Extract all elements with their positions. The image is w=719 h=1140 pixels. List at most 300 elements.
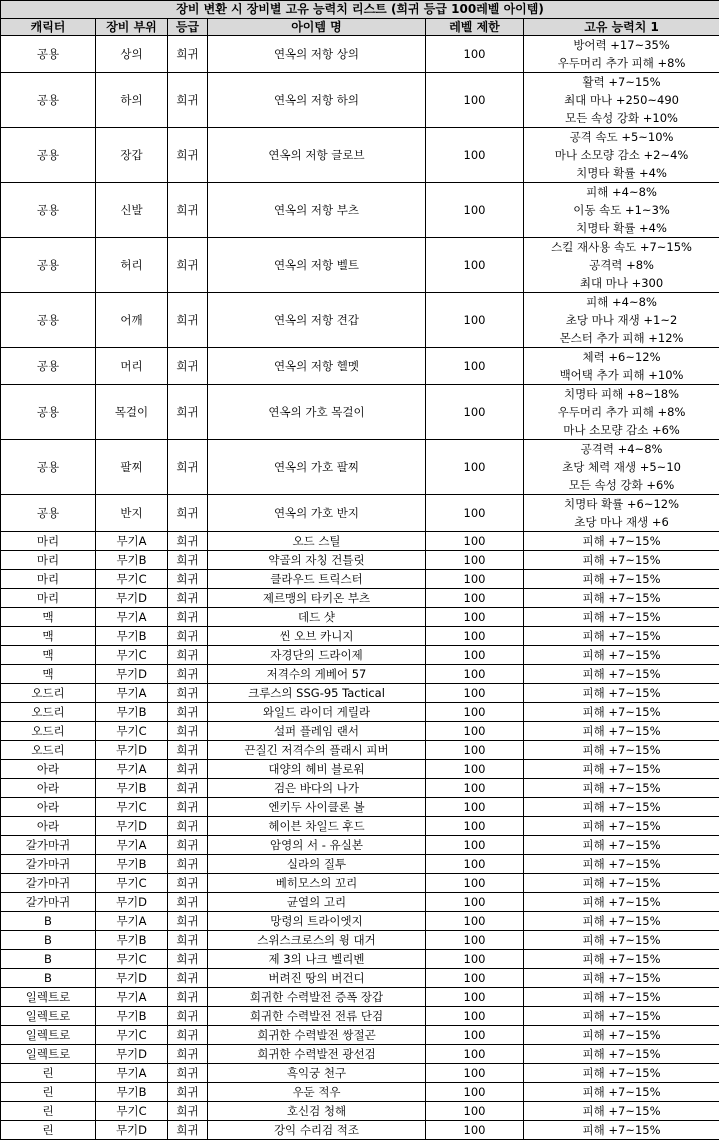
- cell-item-name: 제르맹의 타키온 부츠: [208, 589, 426, 608]
- cell-item-name: 와일드 라이더 게릴라: [208, 703, 426, 722]
- cell-level: 100: [426, 1083, 524, 1102]
- cell-slot: 무기C: [96, 950, 168, 969]
- cell-level: 100: [426, 570, 524, 589]
- ability-line: 피해 +7~15%: [524, 532, 719, 550]
- cell-ability: [524, 722, 719, 741]
- cell-ability: [524, 1007, 719, 1026]
- ability-line: 피해 +7~15%: [524, 722, 719, 740]
- cell-ability: [524, 73, 719, 128]
- cell-slot: 무기D: [96, 665, 168, 684]
- cell-ability: [524, 1102, 719, 1121]
- cell-item-name: 연옥의 저항 견갑: [208, 293, 426, 348]
- cell-level: 100: [426, 348, 524, 385]
- cell-level: 100: [426, 293, 524, 348]
- ability-line: 공격력 +8%: [524, 256, 719, 274]
- cell-item-name: 자경단의 드라이제: [208, 646, 426, 665]
- cell-grade: 희귀: [168, 608, 208, 627]
- table-row: [1, 36, 719, 73]
- cell-item-name: 암영의 서 - 유실본: [208, 836, 426, 855]
- cell-slot: 무기D: [96, 969, 168, 988]
- cell-character: 맥: [1, 646, 96, 665]
- table-row: [1, 950, 719, 969]
- cell-ability: [524, 703, 719, 722]
- cell-slot: 무기C: [96, 798, 168, 817]
- cell-item-name: 우둔 적우: [208, 1083, 426, 1102]
- cell-character: 공용: [1, 238, 96, 293]
- cell-grade: 희귀: [168, 495, 208, 532]
- cell-item-name: 흑익궁 천구: [208, 1064, 426, 1083]
- table-row: [1, 912, 719, 931]
- ability-line: 피해 +4~8%: [524, 183, 719, 201]
- cell-slot: 무기D: [96, 1045, 168, 1064]
- ability-line: 초당 체력 재생 +5~10: [524, 458, 719, 476]
- cell-slot: 무기B: [96, 627, 168, 646]
- cell-level: 100: [426, 893, 524, 912]
- cell-grade: 희귀: [168, 665, 208, 684]
- cell-grade: 희귀: [168, 779, 208, 798]
- ability-line: 피해 +7~15%: [524, 1102, 719, 1120]
- cell-character: 일렉트로: [1, 1007, 96, 1026]
- cell-grade: 희귀: [168, 348, 208, 385]
- cell-slot: 무기C: [96, 722, 168, 741]
- cell-slot: 무기B: [96, 1083, 168, 1102]
- cell-item-name: 버려진 땅의 버건디: [208, 969, 426, 988]
- ability-line: 모든 속성 강화 +10%: [524, 109, 719, 127]
- cell-ability: [524, 665, 719, 684]
- ability-line: 피해 +7~15%: [524, 988, 719, 1006]
- cell-slot: 무기D: [96, 1121, 168, 1140]
- cell-ability: [524, 893, 719, 912]
- ability-line: 스킬 재사용 속도 +7~15%: [524, 238, 719, 256]
- table-row: [1, 348, 719, 385]
- cell-level: 100: [426, 950, 524, 969]
- cell-item-name: 연옥의 저항 글로브: [208, 128, 426, 183]
- header-level: 레벨 제한: [426, 19, 524, 36]
- cell-grade: 희귀: [168, 293, 208, 348]
- table-row: [1, 703, 719, 722]
- cell-ability: [524, 183, 719, 238]
- cell-slot: 무기B: [96, 703, 168, 722]
- cell-ability: [524, 348, 719, 385]
- table-row: [1, 893, 719, 912]
- cell-character: 공용: [1, 73, 96, 128]
- ability-line: 피해 +7~15%: [524, 893, 719, 911]
- table-row: [1, 1007, 719, 1026]
- cell-item-name: 희귀한 수력발전 증폭 장갑: [208, 988, 426, 1007]
- ability-line: 피해 +4~8%: [524, 293, 719, 311]
- table-row: [1, 836, 719, 855]
- ability-line: 방어력 +17~35%: [524, 36, 719, 54]
- cell-level: 100: [426, 836, 524, 855]
- ability-line: 초당 마나 재생 +1~2: [524, 311, 719, 329]
- cell-character: 갈가마귀: [1, 893, 96, 912]
- cell-grade: 희귀: [168, 551, 208, 570]
- cell-character: 오드리: [1, 703, 96, 722]
- header-slot: 장비 부위: [96, 19, 168, 36]
- cell-slot: 반지: [96, 495, 168, 532]
- cell-slot: 무기B: [96, 779, 168, 798]
- cell-item-name: 강익 수리검 적조: [208, 1121, 426, 1140]
- cell-ability: [524, 293, 719, 348]
- cell-level: 100: [426, 779, 524, 798]
- cell-ability: [524, 760, 719, 779]
- ability-line: 몬스터 추가 피해 +12%: [524, 329, 719, 347]
- cell-level: 100: [426, 817, 524, 836]
- table-row: [1, 1121, 719, 1140]
- cell-level: 100: [426, 385, 524, 440]
- cell-item-name: 희귀한 수력발전 광선검: [208, 1045, 426, 1064]
- cell-ability: [524, 950, 719, 969]
- table-row: [1, 817, 719, 836]
- cell-slot: 하의: [96, 73, 168, 128]
- cell-level: 100: [426, 741, 524, 760]
- cell-ability: [524, 238, 719, 293]
- ability-line: 백어택 추가 피해 +10%: [524, 366, 719, 384]
- cell-ability: [524, 1121, 719, 1140]
- table-row: [1, 495, 719, 532]
- cell-slot: 무기C: [96, 570, 168, 589]
- table-row: [1, 589, 719, 608]
- ability-line: 마나 소모량 감소 +2~4%: [524, 146, 719, 164]
- ability-line: 피해 +7~15%: [524, 589, 719, 607]
- ability-line: 치명타 확률 +4%: [524, 164, 719, 182]
- cell-ability: [524, 440, 719, 495]
- ability-line: 치명타 피해 +8~18%: [524, 385, 719, 403]
- table-row: [1, 874, 719, 893]
- cell-level: 100: [426, 665, 524, 684]
- ability-line: 활력 +7~15%: [524, 73, 719, 91]
- cell-slot: 목걸이: [96, 385, 168, 440]
- cell-character: 오드리: [1, 684, 96, 703]
- cell-slot: 허리: [96, 238, 168, 293]
- cell-ability: [524, 1083, 719, 1102]
- cell-level: 100: [426, 589, 524, 608]
- cell-level: 100: [426, 495, 524, 532]
- header-row: [1, 19, 719, 36]
- cell-level: 100: [426, 874, 524, 893]
- table-row: [1, 931, 719, 950]
- cell-character: 아라: [1, 760, 96, 779]
- cell-character: B: [1, 912, 96, 931]
- cell-slot: 무기A: [96, 684, 168, 703]
- ability-line: 피해 +7~15%: [524, 627, 719, 645]
- cell-level: 100: [426, 798, 524, 817]
- ability-line: 피해 +7~15%: [524, 969, 719, 987]
- cell-item-name: 망령의 트라이엣지: [208, 912, 426, 931]
- table-row: [1, 1045, 719, 1064]
- cell-character: 공용: [1, 385, 96, 440]
- cell-slot: 어깨: [96, 293, 168, 348]
- table-row: [1, 1083, 719, 1102]
- ability-line: 최대 마나 +250~490: [524, 91, 719, 109]
- cell-item-name: 연옥의 가호 팔찌: [208, 440, 426, 495]
- cell-item-name: 희귀한 수력발전 쌍절곤: [208, 1026, 426, 1045]
- ability-line: 피해 +7~15%: [524, 684, 719, 702]
- ability-line: 피해 +7~15%: [524, 703, 719, 721]
- cell-item-name: 연옥의 가호 반지: [208, 495, 426, 532]
- cell-item-name: 대양의 헤비 블로워: [208, 760, 426, 779]
- table-row: [1, 741, 719, 760]
- cell-grade: 희귀: [168, 570, 208, 589]
- cell-character: 맥: [1, 627, 96, 646]
- ability-line: 마나 소모량 감소 +6%: [524, 421, 719, 439]
- cell-character: 아라: [1, 798, 96, 817]
- table-row: [1, 608, 719, 627]
- cell-level: 100: [426, 1064, 524, 1083]
- cell-item-name: 연옥의 저항 부츠: [208, 183, 426, 238]
- ability-line: 초당 마나 재생 +6: [524, 513, 719, 531]
- cell-character: 아라: [1, 779, 96, 798]
- cell-grade: 희귀: [168, 36, 208, 73]
- cell-ability: [524, 551, 719, 570]
- cell-grade: 희귀: [168, 128, 208, 183]
- cell-item-name: 오드 스틸: [208, 532, 426, 551]
- ability-line: 피해 +7~15%: [524, 1121, 719, 1139]
- cell-ability: [524, 874, 719, 893]
- table-row: [1, 969, 719, 988]
- ability-line: 피해 +7~15%: [524, 931, 719, 949]
- cell-grade: 희귀: [168, 1064, 208, 1083]
- cell-slot: 무기D: [96, 589, 168, 608]
- header-ability: 고유 능력치 1: [524, 19, 719, 36]
- cell-level: 100: [426, 1045, 524, 1064]
- table-row: [1, 73, 719, 128]
- cell-level: 100: [426, 532, 524, 551]
- cell-ability: [524, 836, 719, 855]
- table-row: [1, 1064, 719, 1083]
- cell-grade: 희귀: [168, 589, 208, 608]
- cell-level: 100: [426, 128, 524, 183]
- table-row: [1, 293, 719, 348]
- cell-ability: [524, 128, 719, 183]
- ability-line: 피해 +7~15%: [524, 950, 719, 968]
- header-grade: 등급: [168, 19, 208, 36]
- cell-slot: 무기C: [96, 1026, 168, 1045]
- cell-character: 갈가마귀: [1, 836, 96, 855]
- cell-grade: 희귀: [168, 969, 208, 988]
- cell-character: 공용: [1, 293, 96, 348]
- cell-level: 100: [426, 183, 524, 238]
- cell-ability: [524, 36, 719, 73]
- cell-ability: [524, 1045, 719, 1064]
- header-character: 캐릭터: [1, 19, 96, 36]
- cell-ability: [524, 817, 719, 836]
- table-row: [1, 128, 719, 183]
- cell-grade: 희귀: [168, 855, 208, 874]
- cell-level: 100: [426, 551, 524, 570]
- cell-level: 100: [426, 969, 524, 988]
- cell-grade: 희귀: [168, 798, 208, 817]
- cell-level: 100: [426, 440, 524, 495]
- cell-grade: 희귀: [168, 532, 208, 551]
- cell-character: 린: [1, 1102, 96, 1121]
- cell-character: B: [1, 969, 96, 988]
- cell-character: 공용: [1, 183, 96, 238]
- ability-line: 피해 +7~15%: [524, 817, 719, 835]
- cell-grade: 희귀: [168, 893, 208, 912]
- cell-grade: 희귀: [168, 646, 208, 665]
- cell-level: 100: [426, 703, 524, 722]
- table-row: [1, 722, 719, 741]
- ability-line: 피해 +7~15%: [524, 912, 719, 930]
- cell-grade: 희귀: [168, 741, 208, 760]
- ability-line: 피해 +7~15%: [524, 1026, 719, 1044]
- ability-line: 모든 속성 강화 +6%: [524, 476, 719, 494]
- cell-character: 아라: [1, 817, 96, 836]
- cell-level: 100: [426, 1121, 524, 1140]
- cell-item-name: 제 3의 나크 벨리벤: [208, 950, 426, 969]
- ability-line: 피해 +7~15%: [524, 741, 719, 759]
- cell-grade: 희귀: [168, 684, 208, 703]
- table-body: [1, 36, 719, 1140]
- cell-character: 공용: [1, 440, 96, 495]
- cell-slot: 무기D: [96, 741, 168, 760]
- cell-item-name: 설퍼 플레임 랜서: [208, 722, 426, 741]
- cell-slot: 팔찌: [96, 440, 168, 495]
- cell-grade: 희귀: [168, 817, 208, 836]
- table-row: [1, 238, 719, 293]
- table-row: [1, 551, 719, 570]
- cell-grade: 희귀: [168, 912, 208, 931]
- cell-character: 공용: [1, 36, 96, 73]
- cell-character: 갈가마귀: [1, 874, 96, 893]
- ability-line: 피해 +7~15%: [524, 665, 719, 683]
- table-row: [1, 1102, 719, 1121]
- table-row: [1, 532, 719, 551]
- cell-grade: 희귀: [168, 836, 208, 855]
- title-row: [1, 1, 719, 19]
- cell-grade: 희귀: [168, 931, 208, 950]
- table-row: [1, 665, 719, 684]
- table-row: [1, 760, 719, 779]
- cell-character: 맥: [1, 608, 96, 627]
- ability-line: 피해 +7~15%: [524, 646, 719, 664]
- cell-ability: [524, 570, 719, 589]
- table-row: [1, 183, 719, 238]
- ability-line: 피해 +7~15%: [524, 570, 719, 588]
- cell-level: 100: [426, 608, 524, 627]
- ability-line: 피해 +7~15%: [524, 551, 719, 569]
- table-row: [1, 988, 719, 1007]
- cell-ability: [524, 532, 719, 551]
- cell-level: 100: [426, 73, 524, 128]
- cell-character: 공용: [1, 348, 96, 385]
- table-row: [1, 798, 719, 817]
- cell-character: 공용: [1, 495, 96, 532]
- ability-line: 피해 +7~15%: [524, 874, 719, 892]
- cell-ability: [524, 1026, 719, 1045]
- ability-line: 치명타 확률 +4%: [524, 219, 719, 237]
- cell-ability: [524, 931, 719, 950]
- table-row: [1, 440, 719, 495]
- ability-line: 피해 +7~15%: [524, 836, 719, 854]
- cell-slot: 무기D: [96, 817, 168, 836]
- cell-item-name: 엔키두 사이클론 볼: [208, 798, 426, 817]
- cell-level: 100: [426, 684, 524, 703]
- cell-ability: [524, 385, 719, 440]
- cell-item-name: 연옥의 저항 상의: [208, 36, 426, 73]
- cell-slot: 무기A: [96, 988, 168, 1007]
- cell-item-name: 베히모스의 꼬리: [208, 874, 426, 893]
- ability-line: 공격 속도 +5~10%: [524, 128, 719, 146]
- ability-line: 피해 +7~15%: [524, 798, 719, 816]
- cell-character: B: [1, 931, 96, 950]
- ability-line: 피해 +7~15%: [524, 779, 719, 797]
- ability-line: 우두머리 추가 피해 +8%: [524, 403, 719, 421]
- cell-item-name: 연옥의 저항 하의: [208, 73, 426, 128]
- cell-level: 100: [426, 760, 524, 779]
- header-item-name: 아이템 명: [208, 19, 426, 36]
- cell-item-name: 균열의 고리: [208, 893, 426, 912]
- cell-ability: [524, 741, 719, 760]
- cell-character: 린: [1, 1083, 96, 1102]
- cell-ability: [524, 495, 719, 532]
- ability-line: 피해 +7~15%: [524, 1007, 719, 1025]
- cell-character: 린: [1, 1064, 96, 1083]
- cell-grade: 희귀: [168, 73, 208, 128]
- table-row: [1, 1026, 719, 1045]
- table-row: [1, 684, 719, 703]
- cell-item-name: 호신검 청해: [208, 1102, 426, 1121]
- cell-item-name: 연옥의 저항 벨트: [208, 238, 426, 293]
- cell-level: 100: [426, 646, 524, 665]
- ability-line: 피해 +7~15%: [524, 760, 719, 778]
- table-row: [1, 779, 719, 798]
- cell-grade: 희귀: [168, 1007, 208, 1026]
- cell-slot: 무기A: [96, 1064, 168, 1083]
- cell-item-name: 스위스크로스의 윙 대거: [208, 931, 426, 950]
- cell-slot: 무기B: [96, 551, 168, 570]
- cell-slot: 무기B: [96, 855, 168, 874]
- cell-item-name: 약골의 자칭 건틀릿: [208, 551, 426, 570]
- cell-grade: 희귀: [168, 988, 208, 1007]
- ability-line: 피해 +7~15%: [524, 855, 719, 873]
- cell-ability: [524, 912, 719, 931]
- cell-slot: 무기C: [96, 874, 168, 893]
- cell-level: 100: [426, 36, 524, 73]
- cell-grade: 희귀: [168, 1102, 208, 1121]
- cell-ability: [524, 1064, 719, 1083]
- cell-item-name: 크루스의 SSG-95 Tactical: [208, 684, 426, 703]
- cell-character: 맥: [1, 665, 96, 684]
- cell-grade: 희귀: [168, 385, 208, 440]
- cell-grade: 희귀: [168, 627, 208, 646]
- cell-ability: [524, 779, 719, 798]
- cell-ability: [524, 608, 719, 627]
- cell-ability: [524, 798, 719, 817]
- cell-slot: 무기A: [96, 836, 168, 855]
- cell-grade: 희귀: [168, 1026, 208, 1045]
- cell-item-name: 연옥의 저항 헬멧: [208, 348, 426, 385]
- cell-level: 100: [426, 722, 524, 741]
- cell-level: 100: [426, 912, 524, 931]
- cell-slot: 무기A: [96, 532, 168, 551]
- cell-grade: 희귀: [168, 722, 208, 741]
- table-title: 장비 변환 시 장비별 고유 능력치 리스트 (희귀 등급 100레벨 아이템): [1, 1, 719, 19]
- cell-item-name: 연옥의 가호 목걸이: [208, 385, 426, 440]
- ability-line: 피해 +7~15%: [524, 1083, 719, 1101]
- ability-line: 피해 +7~15%: [524, 1045, 719, 1063]
- cell-character: 공용: [1, 128, 96, 183]
- cell-grade: 희귀: [168, 440, 208, 495]
- cell-level: 100: [426, 855, 524, 874]
- table-row: [1, 385, 719, 440]
- cell-item-name: 끈질긴 저격수의 플래시 피버: [208, 741, 426, 760]
- cell-level: 100: [426, 1102, 524, 1121]
- cell-ability: [524, 855, 719, 874]
- cell-character: 일렉트로: [1, 1026, 96, 1045]
- ability-line: 피해 +7~15%: [524, 1064, 719, 1082]
